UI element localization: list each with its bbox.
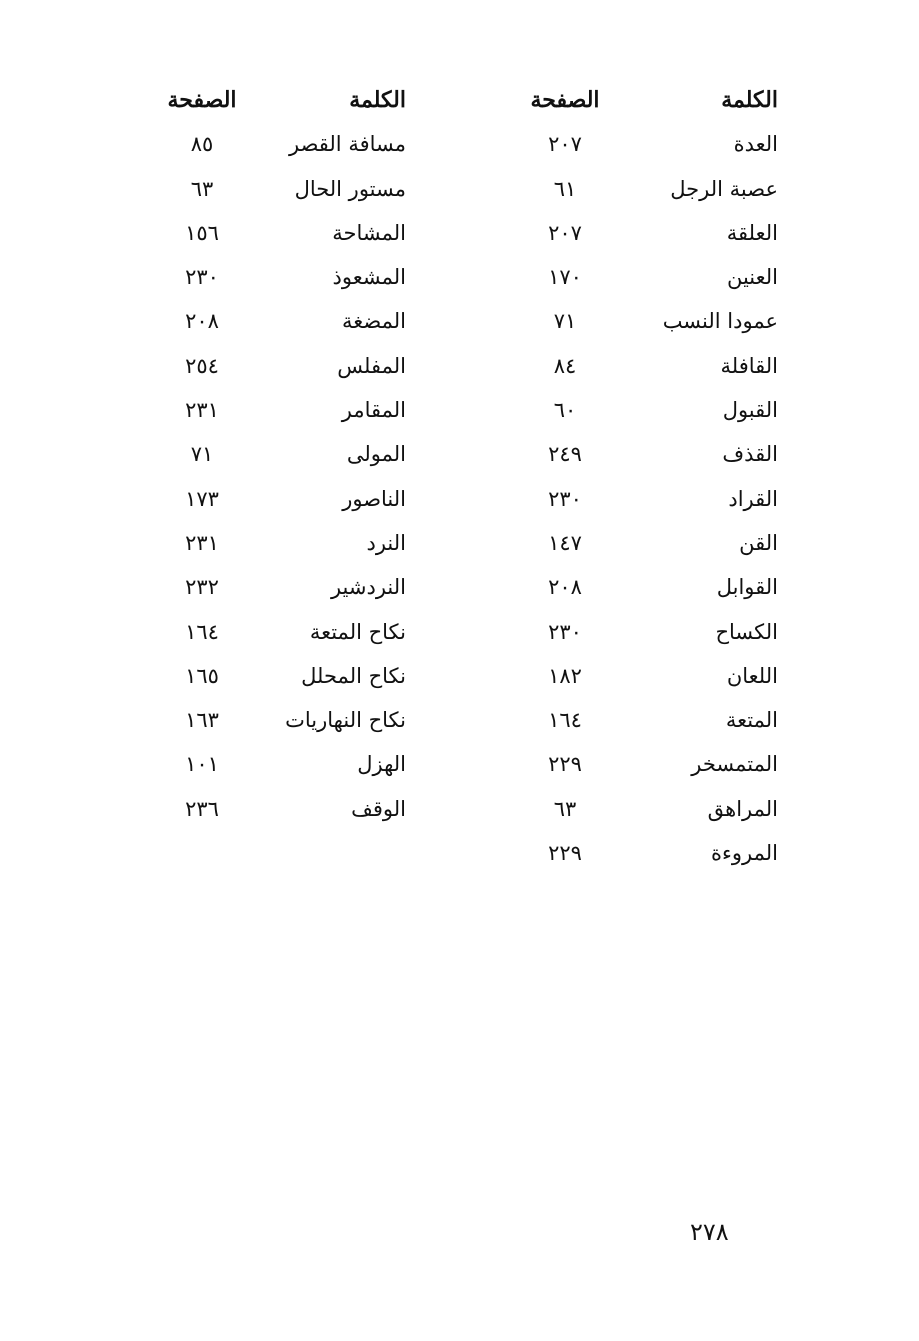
index-entry bbox=[530, 521, 778, 565]
entry-page-number: ١٤٧ bbox=[548, 530, 582, 555]
index-entry bbox=[530, 654, 778, 698]
index-entry bbox=[160, 432, 406, 476]
entry-page-number: ١٦٥ bbox=[185, 663, 219, 688]
entry-page-number: ٨٤ bbox=[553, 353, 577, 378]
entry-word: المقامر bbox=[341, 398, 406, 423]
index-entry bbox=[530, 742, 778, 786]
entry-word: اللعان bbox=[726, 663, 778, 688]
index-entry bbox=[530, 388, 778, 432]
index-entry bbox=[530, 255, 778, 299]
entry-word: القن bbox=[739, 530, 778, 555]
index-entry bbox=[530, 299, 778, 343]
entry-word: الناصور bbox=[342, 486, 406, 511]
entry-page-number: ٢٣٠ bbox=[548, 619, 582, 644]
index-entry bbox=[160, 299, 406, 343]
entry-word: المولى bbox=[346, 442, 406, 467]
entry-word: القبول bbox=[722, 398, 778, 423]
entry-word: عمودا النسب bbox=[662, 309, 778, 334]
index-entry bbox=[160, 344, 406, 388]
word-header: الكلمة bbox=[349, 87, 406, 113]
entry-word: الكساح bbox=[715, 619, 778, 644]
entry-page-number: ٢٣٠ bbox=[185, 265, 219, 290]
entry-word: مسافة القصر bbox=[288, 132, 406, 157]
index-entry bbox=[530, 610, 778, 654]
index-entry bbox=[160, 167, 406, 211]
entry-word: القوابل bbox=[716, 575, 778, 600]
index-entry bbox=[160, 388, 406, 432]
index-column-left bbox=[160, 78, 406, 831]
index-entry bbox=[160, 565, 406, 609]
entry-page-number: ٢٠٨ bbox=[548, 575, 582, 600]
entry-word: المتعة bbox=[725, 708, 778, 733]
entry-page-number: ٢٣١ bbox=[185, 530, 219, 555]
index-entry bbox=[530, 122, 778, 166]
index-entry bbox=[160, 654, 406, 698]
entry-word: العلقة bbox=[726, 220, 778, 245]
entry-page-number: ٢٤٩ bbox=[548, 442, 582, 467]
entry-word: الهزل bbox=[357, 752, 406, 777]
entry-page-number: ١٦٤ bbox=[185, 619, 219, 644]
entry-word: نكاح المتعة bbox=[309, 619, 406, 644]
entry-word: عصبة الرجل bbox=[670, 176, 778, 201]
entry-page-number: ٢٣٠ bbox=[548, 486, 582, 511]
entry-word: المروءة bbox=[711, 841, 778, 866]
entry-word: القذف bbox=[722, 442, 778, 467]
entry-word: المفلس bbox=[337, 353, 406, 378]
index-entry bbox=[160, 122, 406, 166]
index-entry bbox=[160, 477, 406, 521]
entry-word: مستور الحال bbox=[294, 176, 406, 201]
entry-page-number: ١٦٤ bbox=[548, 708, 582, 733]
index-entry bbox=[530, 432, 778, 476]
index-entry bbox=[160, 610, 406, 654]
index-entry bbox=[530, 167, 778, 211]
entry-word: نكاح النهاريات bbox=[285, 708, 406, 733]
entry-page-number: ٢٣٢ bbox=[185, 575, 219, 600]
entry-word: النرد bbox=[366, 530, 406, 555]
index-entry bbox=[160, 698, 406, 742]
entry-page-number: ٦١ bbox=[553, 176, 577, 201]
entry-page-number: ١٥٦ bbox=[185, 220, 219, 245]
index-entry bbox=[160, 742, 406, 786]
page-header: الصفحة bbox=[167, 87, 237, 113]
entry-word: النردشير bbox=[330, 575, 406, 600]
entry-page-number: ١٧٣ bbox=[185, 486, 219, 511]
entry-page-number: ١٨٢ bbox=[548, 663, 582, 688]
index-entry bbox=[160, 787, 406, 831]
entry-page-number: ٧١ bbox=[553, 309, 577, 334]
index-entry bbox=[530, 831, 778, 875]
entry-word: المراهق bbox=[707, 796, 778, 821]
entry-page-number: ٢٠٨ bbox=[185, 309, 219, 334]
entry-page-number: ٧١ bbox=[190, 442, 214, 467]
index-entry bbox=[160, 521, 406, 565]
entry-word: نكاح المحلل bbox=[301, 663, 406, 688]
entry-page-number: ٢٣٦ bbox=[185, 796, 219, 821]
entry-page-number: ٨٥ bbox=[190, 132, 214, 157]
entry-page-number: ٢٥٤ bbox=[185, 353, 219, 378]
entry-page-number: ٢٠٧ bbox=[548, 220, 582, 245]
page-number: ٢٧٨ bbox=[690, 1218, 729, 1246]
entry-word: القراد bbox=[728, 486, 778, 511]
index-column-right bbox=[530, 78, 778, 875]
index-entry bbox=[160, 255, 406, 299]
entry-page-number: ٢٢٩ bbox=[548, 841, 582, 866]
index-entry bbox=[160, 211, 406, 255]
entry-word: العنين bbox=[726, 265, 778, 290]
page-header: الصفحة bbox=[530, 87, 600, 113]
column-header bbox=[160, 78, 406, 122]
entry-word: المتمسخر bbox=[691, 752, 778, 777]
entry-page-number: ٢٢٩ bbox=[548, 752, 582, 777]
entry-page-number: ٦٠ bbox=[553, 398, 577, 423]
index-entry bbox=[530, 565, 778, 609]
entry-page-number: ١٧٠ bbox=[548, 265, 582, 290]
entry-page-number: ٢٠٧ bbox=[548, 132, 582, 157]
index-entry bbox=[530, 787, 778, 831]
column-header bbox=[530, 78, 778, 122]
index-entry bbox=[530, 211, 778, 255]
entry-page-number: ١٠١ bbox=[185, 752, 219, 777]
entry-word: الوقف bbox=[351, 796, 406, 821]
entry-page-number: ١٦٣ bbox=[185, 708, 219, 733]
entry-word: المشعوذ bbox=[332, 265, 406, 290]
entry-word: المشاحة bbox=[332, 220, 406, 245]
word-header: الكلمة bbox=[721, 87, 778, 113]
index-entry bbox=[530, 698, 778, 742]
entry-word: العدة bbox=[733, 132, 778, 157]
entry-word: القافلة bbox=[720, 353, 778, 378]
index-entry bbox=[530, 477, 778, 521]
index-entry bbox=[530, 344, 778, 388]
entry-word: المضغة bbox=[342, 309, 406, 334]
entry-page-number: ٢٣١ bbox=[185, 398, 219, 423]
entry-page-number: ٦٣ bbox=[553, 796, 577, 821]
entry-page-number: ٦٣ bbox=[190, 176, 214, 201]
